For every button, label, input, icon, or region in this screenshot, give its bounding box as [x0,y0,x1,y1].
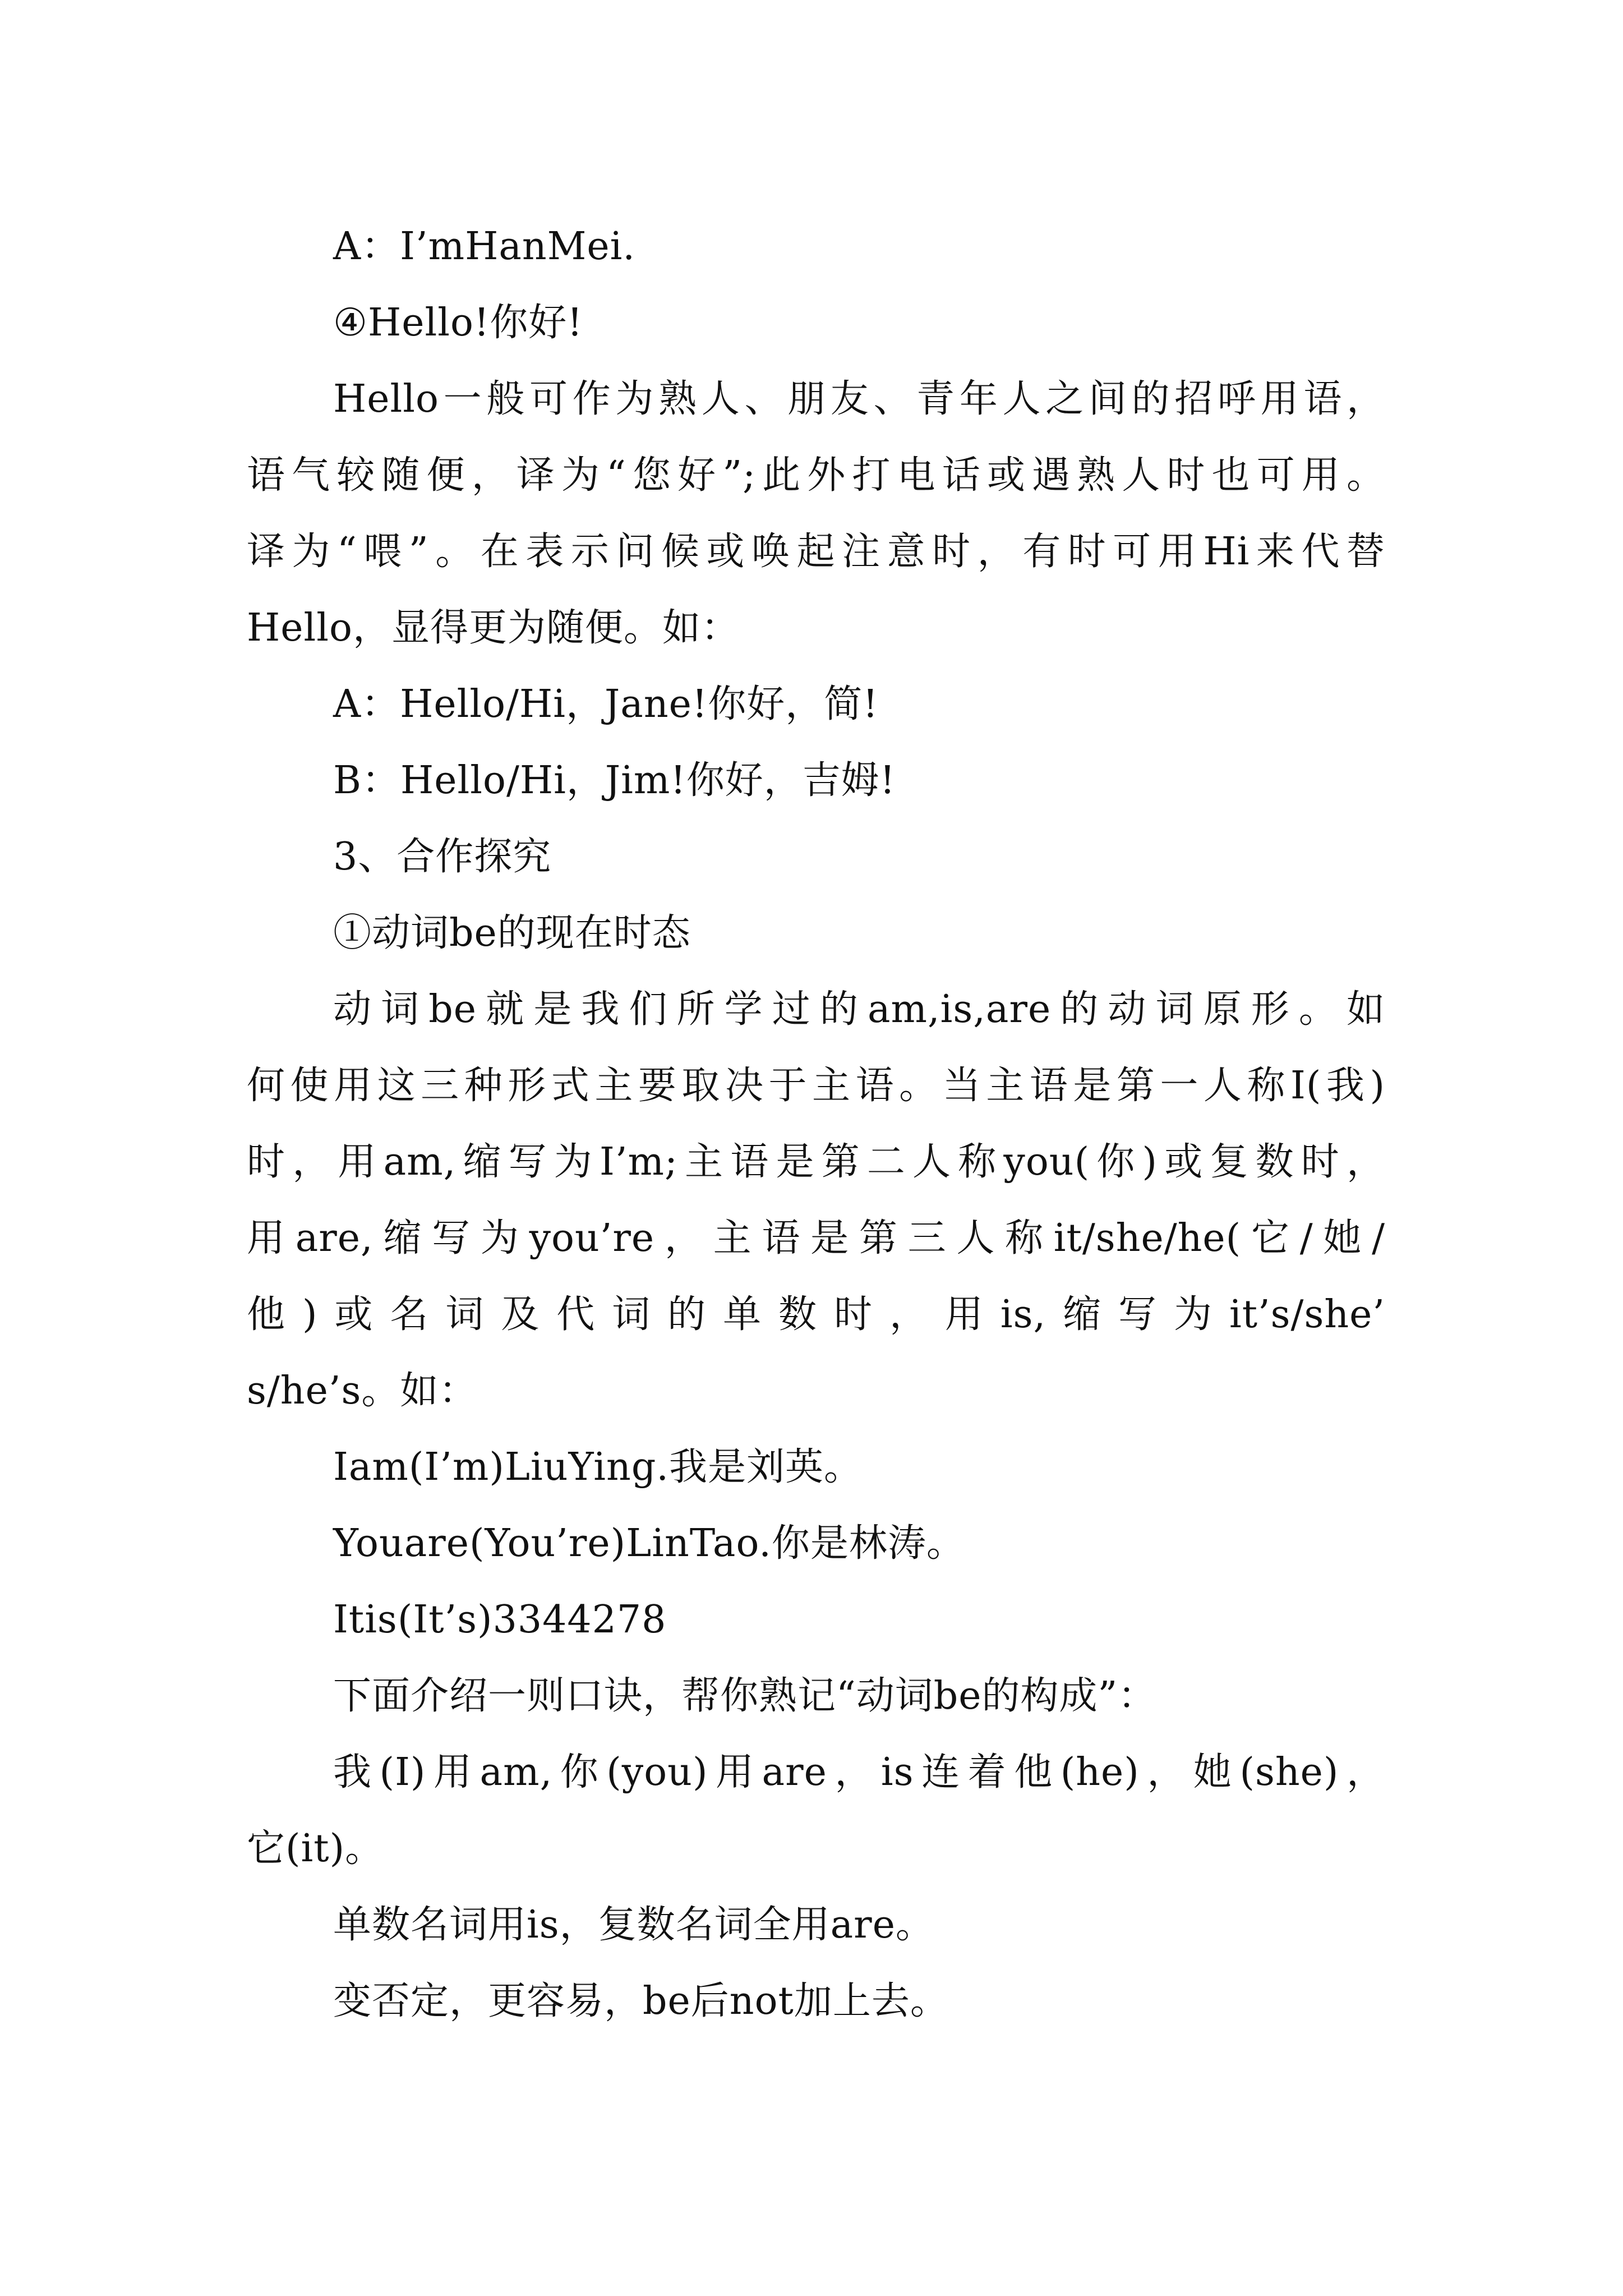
rhyme-line: 单数名词用is，复数名词全用are。 [333,1903,934,1947]
dialogue-line: A：Hello/Hi，Jane!你好，简! [333,682,879,726]
paragraph-line: 时，用am,缩写为I’m;主语是第二人称you(你)或复数时， [247,1140,1385,1184]
example-line: Itis(It’s)3344278 [333,1598,667,1642]
paragraph-line: 他)或名词及代词的单数时，用is,缩写为it’s/she’ [247,1292,1385,1337]
paragraph-line: 何使用这三种形式主要取决于主语。当主语是第一人称I(我) [247,1064,1385,1108]
rhyme-line: 它(it)。 [247,1826,384,1871]
document-body [247,209,1385,2040]
rhyme-line: 我(I)用am,你(you)用are，is连着他(he)，她(she)， [333,1750,1385,1795]
subsection-heading: ④Hello!你好! [333,301,583,345]
paragraph-line: s/he’s。如： [247,1369,478,1413]
rhyme-line: 变否定，更容易，be后not加上去。 [333,1979,949,2023]
paragraph-line: Hello，显得更为随便。如： [247,606,740,650]
example-line: Iam(I’m)LiuYing.我是刘英。 [333,1445,863,1489]
paragraph-line: 用are,缩写为you’re，主语是第三人称it/she/he(它/她/ [247,1216,1385,1260]
paragraph-line: 下面介绍一则口诀，帮你熟记“动词be的构成”： [333,1674,1157,1718]
paragraph-line: Hello一般可作为熟人、朋友、青年人之间的招呼用语， [333,377,1385,421]
dialogue-line: A：I’mHanMei. [333,224,635,269]
paragraph-line: 译为“喂”。在表示问候或唤起注意时，有时可用Hi来代替 [247,530,1385,574]
section-heading: 3、合作探究 [333,835,552,879]
example-line: Youare(You’re)LinTao.你是林涛。 [333,1521,965,1566]
paragraph-line: 语气较随便，译为“您好”;此外打电话或遇熟人时也可用。 [247,453,1385,498]
subsection-heading: ①动词be的现在时态 [333,911,691,955]
paragraph-line: 动词be就是我们所学过的am,is,are的动词原形。如 [333,987,1385,1032]
dialogue-line: B：Hello/Hi，Jim!你好，吉姆! [333,758,896,803]
